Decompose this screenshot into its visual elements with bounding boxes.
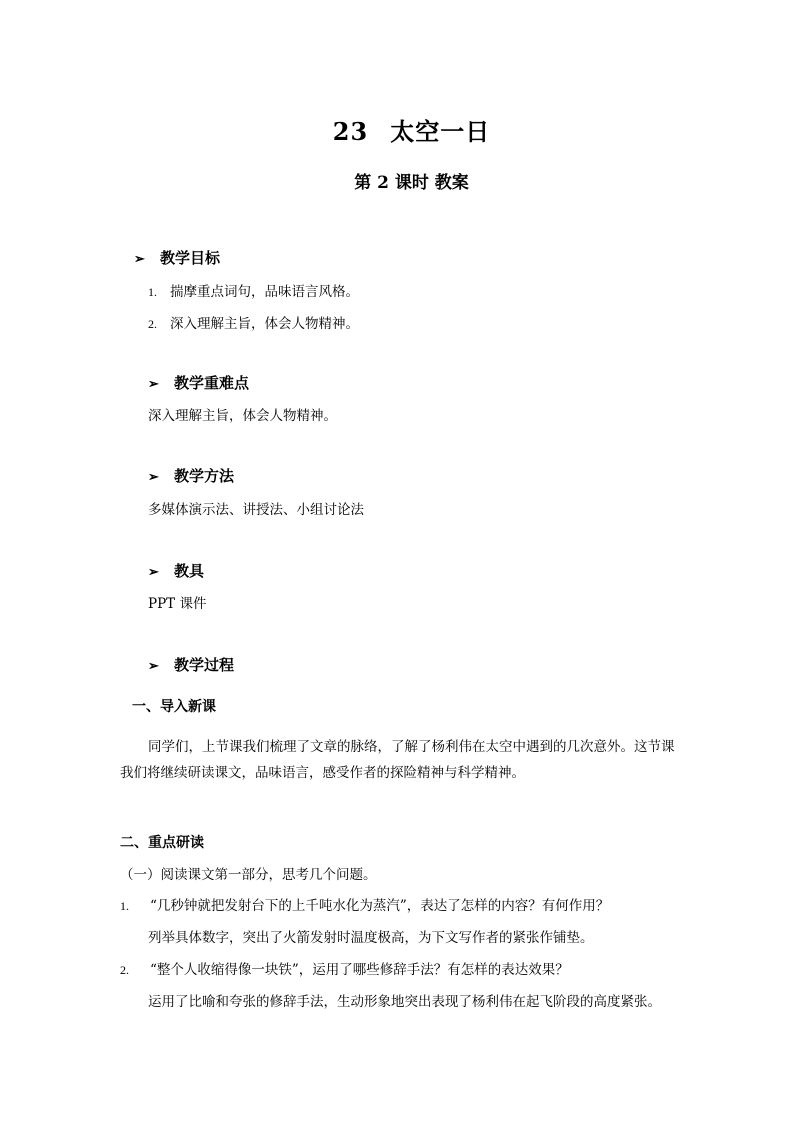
arrow-bullet-icon: ➢ [134, 252, 145, 267]
page-title [0, 112, 793, 147]
key-points-heading-label: 教学重难点 [174, 374, 250, 392]
tools-heading [148, 560, 204, 581]
question-text: “几秒钟就把发射台下的上千吨水化为蒸汽”，表达了怎样的内容？有何作用？ [150, 898, 610, 914]
goal-item [148, 312, 359, 332]
key-points-heading [148, 372, 249, 393]
goal-item [148, 280, 359, 300]
question-1 [120, 894, 609, 914]
question-2 [120, 958, 569, 978]
goals-heading-label: 教学目标 [160, 249, 221, 267]
arrow-bullet-icon: ➢ [148, 565, 159, 580]
intro-heading: 一、导入新课 [132, 699, 216, 715]
lesson-number: 23 [332, 117, 369, 146]
methods-heading-label: 教学方法 [174, 467, 235, 485]
goal-item-text: 深入理解主旨，体会人物精神。 [170, 316, 359, 332]
answer-2: 运用了比喻和夸张的修辞手法，生动形象地突出表现了杨利伟在起飞阶段的高度紧张。 [148, 994, 661, 1010]
intro-paragraph: 同学们，上节课我们梳理了文章的脉络，了解了杨利伟在太空中遇到的几次意外。这节课我们将继续研读课文，品味语言，感受作者的探险精神与科学精神。 [120, 739, 675, 781]
arrow-bullet-icon: ➢ [148, 470, 159, 485]
process-heading [148, 654, 234, 675]
goal-item-number: 2. [148, 317, 157, 331]
reading-subheading: （一）阅读课文第一部分，思考几个问题。 [120, 867, 377, 883]
page-subtitle: 第 2 课时 教案 [354, 173, 469, 193]
key-points-text: 深入理解主旨，体会人物精神。 [148, 408, 337, 424]
question-number: 1. [120, 899, 129, 913]
goal-item-number: 1. [148, 285, 157, 299]
question-number: 2. [120, 963, 129, 977]
goals-heading [134, 247, 220, 268]
arrow-bullet-icon: ➢ [148, 659, 159, 674]
question-text: “整个人收缩得像一块铁”，运用了哪些修辞手法？有怎样的表达效果？ [150, 962, 569, 978]
methods-heading [148, 465, 234, 486]
answer-1: 列举具体数字，突出了火箭发射时温度极高，为下文写作者的紧张作铺垫。 [148, 930, 594, 946]
tools-text: PPT 课件 [148, 596, 207, 612]
process-heading-label: 教学过程 [174, 656, 235, 674]
goal-item-text: 揣摩重点词句，品味语言风格。 [170, 284, 359, 300]
methods-text: 多媒体演示法、讲授法、小组讨论法 [148, 502, 364, 518]
reading-heading: 二、重点研读 [120, 835, 204, 851]
arrow-bullet-icon: ➢ [148, 377, 159, 392]
lesson-title: 太空一日 [390, 117, 491, 146]
tools-heading-label: 教具 [174, 562, 205, 580]
